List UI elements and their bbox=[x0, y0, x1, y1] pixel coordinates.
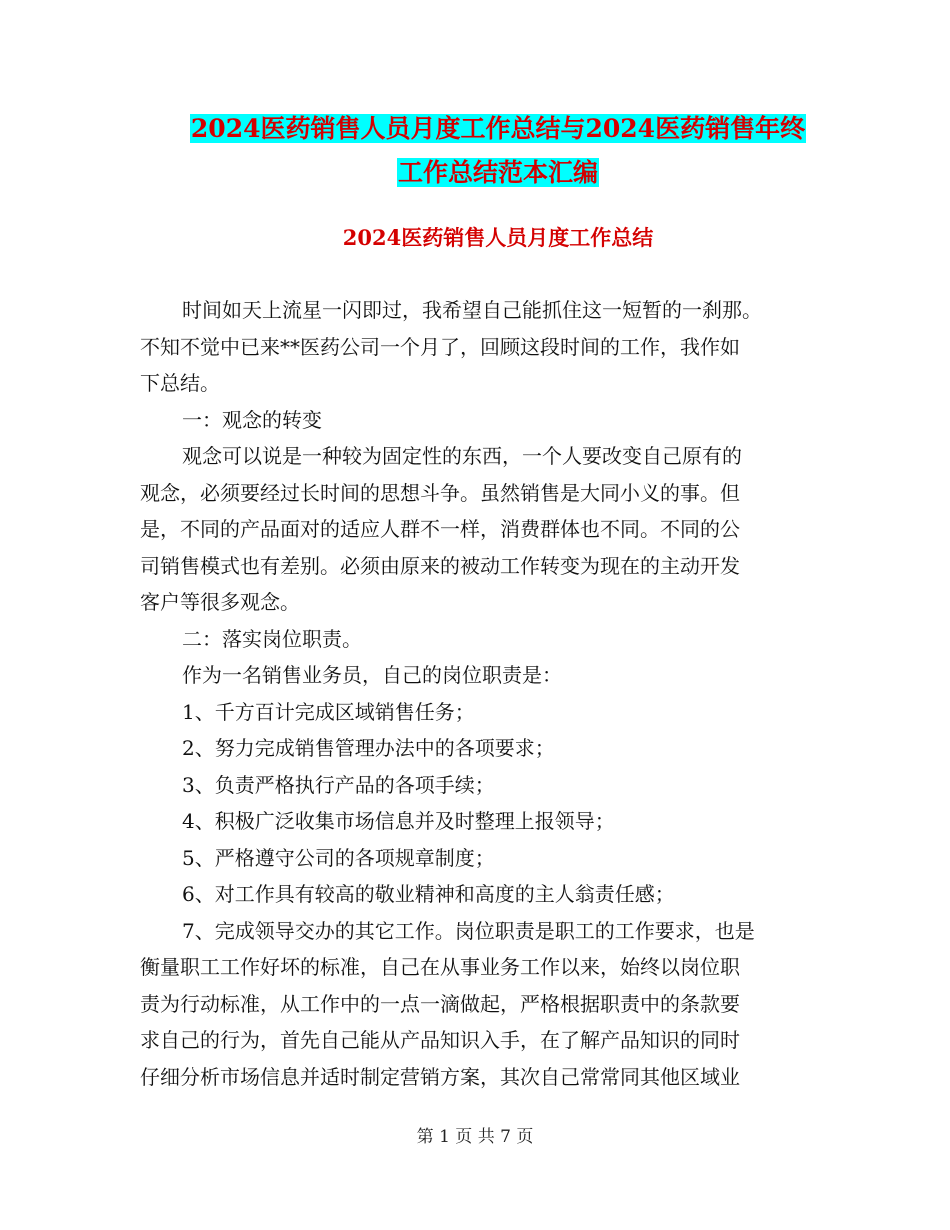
body-line: 5、严格遵守公司的各项规章制度； bbox=[182, 845, 495, 870]
body-line: 客户等很多观念。 bbox=[140, 590, 300, 614]
body-line: 责为行动标准，从工作中的一点一滴做起，严格根据职责中的条款要 bbox=[140, 991, 740, 1016]
body-text bbox=[140, 292, 812, 1095]
body-line: 4、积极广泛收集市场信息并及时整理上报领导； bbox=[182, 809, 615, 833]
body-line: 观念可以说是一种较为固定性的东西，一个人要改变自己原有的 bbox=[182, 444, 742, 468]
body-line: 观念，必须要经过长时间的思想斗争。虽然销售是大同小义的事。但 bbox=[140, 480, 740, 505]
body-line: 7、完成领导交办的其它工作。岗位职责是职工的工作要求，也是 bbox=[182, 918, 755, 943]
body-line: 时间如天上流星一闪即过，我希望自己能抓住这一短暂的一刹那。 bbox=[182, 298, 762, 322]
body-line: 求自己的行为，首先自己能从产品知识入手，在了解产品知识的同时 bbox=[140, 1028, 740, 1052]
body-line: 2、努力完成销售管理办法中的各项要求； bbox=[182, 736, 555, 760]
page-footer: 第 1 页 共 7 页 bbox=[416, 1127, 534, 1147]
body-line: 下总结。 bbox=[140, 371, 220, 395]
document-title-line-2 bbox=[140, 158, 856, 188]
body-line: 二：落实岗位职责。 bbox=[182, 626, 362, 651]
body-line: 仔细分析市场信息并适时制定营销方案，其次自己常常同其他区域业 bbox=[140, 1064, 740, 1089]
document-title-highlight-2: 工作总结范本汇编 bbox=[397, 158, 598, 187]
body-line: 是，不同的产品面对的适应人群不一样，消费群体也不同。不同的公 bbox=[140, 517, 740, 541]
body-line: 一：观念的转变 bbox=[182, 407, 322, 432]
section-title: 2024医药销售人员月度工作总结 bbox=[342, 225, 654, 250]
body-line: 不知不觉中已来**医药公司一个月了，回顾这段时间的工作，我作如 bbox=[140, 334, 740, 359]
body-line: 作为一名销售业务员，自己的岗位职责是： bbox=[182, 663, 562, 687]
body-line: 3、负责严格执行产品的各项手续； bbox=[182, 772, 495, 797]
document-title-highlight-1: 2024医药销售人员月度工作总结与2024医药销售年终 bbox=[190, 114, 806, 143]
body-line: 衡量职工工作好坏的标准，自己在从事业务工作以来，始终以岗位职 bbox=[140, 955, 740, 979]
body-line: 司销售模式也有差别。必须由原来的被动工作转变为现在的主动开发 bbox=[140, 553, 740, 578]
body-line: 1、千方百计完成区域销售任务； bbox=[182, 699, 475, 724]
body-line: 6、对工作具有较高的敬业精神和高度的主人翁责任感； bbox=[182, 882, 675, 906]
document-title-line-1 bbox=[140, 114, 856, 144]
